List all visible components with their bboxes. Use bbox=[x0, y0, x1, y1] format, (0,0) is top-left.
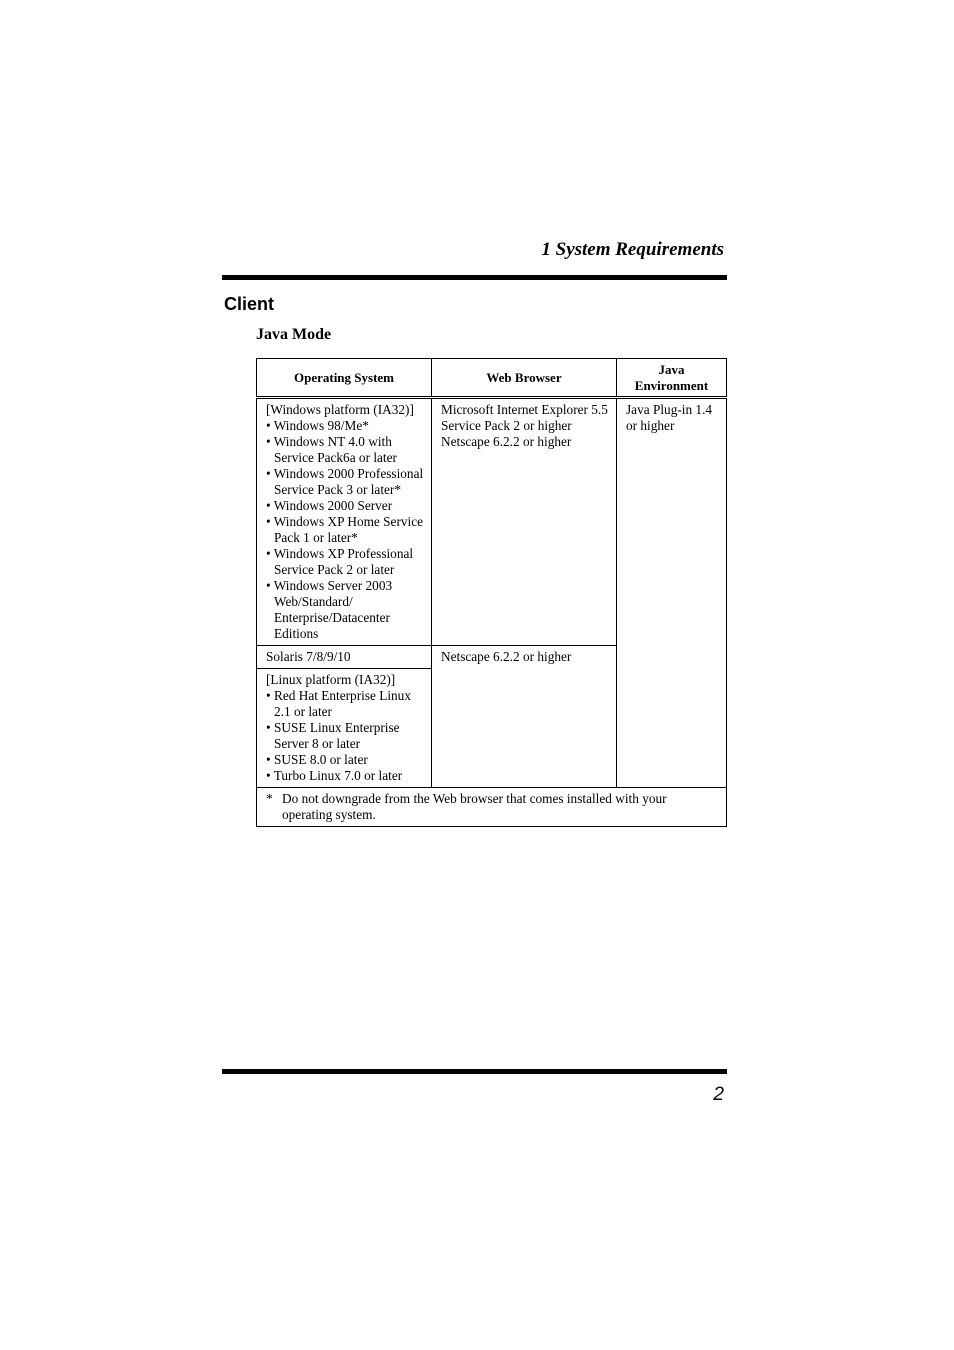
page-number: 2 bbox=[713, 1084, 724, 1105]
section-title: Client bbox=[224, 294, 275, 314]
os-list-item: • Red Hat Enterprise Linux 2.1 or later bbox=[266, 688, 411, 719]
os-list-item: • Windows 2000 Server bbox=[266, 498, 393, 513]
table-footnote bbox=[257, 788, 727, 827]
browser-item: Netscape 6.2.2 or higher bbox=[441, 434, 572, 449]
table-row-note bbox=[257, 788, 727, 827]
footnote-marker: * bbox=[266, 791, 273, 806]
os-cell-linux bbox=[257, 669, 432, 788]
browser-item: Microsoft Internet Explorer 5.5 Service Pack 2 or higher bbox=[441, 402, 608, 433]
os-list-item: • Turbo Linux 7.0 or later bbox=[266, 768, 403, 783]
header-java-environment: Java Environment bbox=[617, 359, 727, 398]
os-list-item: • Windows NT 4.0 with Service Pack6a or later bbox=[266, 434, 397, 465]
table-row-windows bbox=[257, 398, 727, 646]
table-header-row bbox=[257, 359, 727, 398]
os-group-title: Solaris 7/8/9/10 bbox=[266, 649, 351, 664]
os-list-item: • SUSE Linux Enterprise Server 8 or later bbox=[266, 720, 400, 751]
footer-rule bbox=[222, 1069, 727, 1074]
header-web-browser: Web Browser bbox=[432, 359, 617, 398]
footnote-text: Do not downgrade from the Web browser that comes installed with your operating system. bbox=[282, 791, 667, 822]
os-cell-windows bbox=[257, 398, 432, 646]
chapter-title: 1 System Requirements bbox=[541, 239, 724, 260]
os-list-item: • Windows 98/Me* bbox=[266, 418, 369, 433]
os-list-item: • Windows XP Professional Service Pack 2 or later bbox=[266, 546, 414, 577]
os-cell-solaris bbox=[257, 646, 432, 669]
os-list-item: • Windows XP Home Service Pack 1 or later* bbox=[266, 514, 424, 545]
java-environment-cell bbox=[617, 398, 727, 788]
header-operating-system: Operating System bbox=[257, 359, 432, 398]
browser-cell-unix bbox=[432, 646, 617, 788]
requirements-table bbox=[256, 358, 727, 827]
os-group-title: [Linux platform (IA32)] bbox=[266, 672, 396, 687]
subsection-title: Java Mode bbox=[256, 326, 332, 343]
os-list-item: • SUSE 8.0 or later bbox=[266, 752, 368, 767]
os-group-title: [Windows platform (IA32)] bbox=[266, 402, 414, 417]
browser-cell-windows bbox=[432, 398, 617, 646]
browser-item: Netscape 6.2.2 or higher bbox=[441, 649, 572, 664]
os-list-item: • Windows Server 2003 Web/Standard/ Enterprise/Datacenter Editions bbox=[266, 578, 393, 641]
os-list-item: • Windows 2000 Professional Service Pack 3 or later* bbox=[266, 466, 424, 497]
java-environment-value: Java Plug-in 1.4 or higher bbox=[626, 402, 713, 433]
header-rule bbox=[222, 275, 727, 280]
